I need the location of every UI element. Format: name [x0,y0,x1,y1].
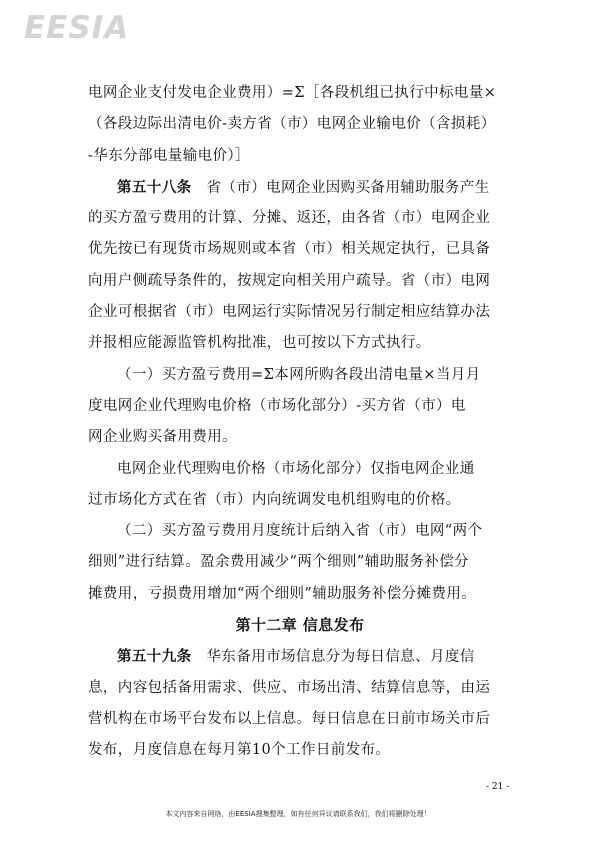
text-line: 的买方盈亏费用的计算、分摊、返还，由各省（市）电网企业 [88,210,491,227]
text-line: （一）买方盈亏费用=Σ本网所购各段出清电量×当月月 [117,366,481,383]
page-number: - 21 - [486,782,510,792]
text-line: 企业可根据省（市）电网运行实际情况另行制定相应结算办法 [88,304,491,321]
text-line: 电网企业支付发电企业费用）=Σ［各段机组已执行中标电量× [88,85,497,101]
text-line: 息，内容包括备用需求、供应、市场出清、结算信息等，由运 [88,679,491,696]
text-line: 发布，月度信息在每月第10个工作日前发布。 [88,742,391,759]
text-line: 向用户侧疏导条件的，按规定向相关用户疏导。省（市）电网 [88,272,491,289]
document-body [88,78,512,767]
text-line: 网企业购买备用费用。 [88,429,237,446]
text-line: -华东分部电量输电价）］ [88,147,250,164]
text-line: 电网企业代理购电价格（市场化部分）仅指电网企业通 [117,460,475,477]
article-58-heading-line [88,172,512,203]
text-line: 营机构在市场平台发布以上信息。每日信息在日前市场关市后 [88,710,491,727]
text-line: 优先按已有现货市场规则或本省（市）相关规定执行，已具备 [88,241,491,258]
article-label: 第五十八条 [117,178,192,196]
text-line: 细则”进行结算。盈余费用减少“两个细则”辅助服务补偿分 [88,554,470,571]
text-line: 过市场化方式在省（市）内向统调发电机组购电的价格。 [88,491,461,508]
text-line: 度电网企业代理购电价格（市场化部分）-买方省（市）电 [88,397,466,414]
text-line: 摊费用，亏损费用增加“两个细则”辅助服务补偿分摊费用。 [88,585,477,602]
eesia-logo: EESIA [24,10,130,46]
article-text: 华东备用市场信息分为每日信息、月度信 [206,649,475,666]
chapter-title: 第十二章 信息发布 [235,616,365,635]
text-line: 并报相应能源监管机构批准，也可按以下方式执行。 [88,335,431,352]
article-label: 第五十九条 [117,648,192,666]
footer-disclaimer: 本文内容来自网络，由EESIA搜集整理，如有任何异议请联系我们，我们将删除处理！ [165,810,431,818]
text-line: （各段边际出清电价-卖方省（市）电网企业输电价（含损耗） [88,116,496,133]
text-line: （二）买方盈亏费用月度统计后纳入省（市）电网“两个 [117,523,483,540]
article-59-heading-line [88,641,512,672]
article-text: 省（市）电网企业因购买备用辅助服务产生 [206,179,490,196]
